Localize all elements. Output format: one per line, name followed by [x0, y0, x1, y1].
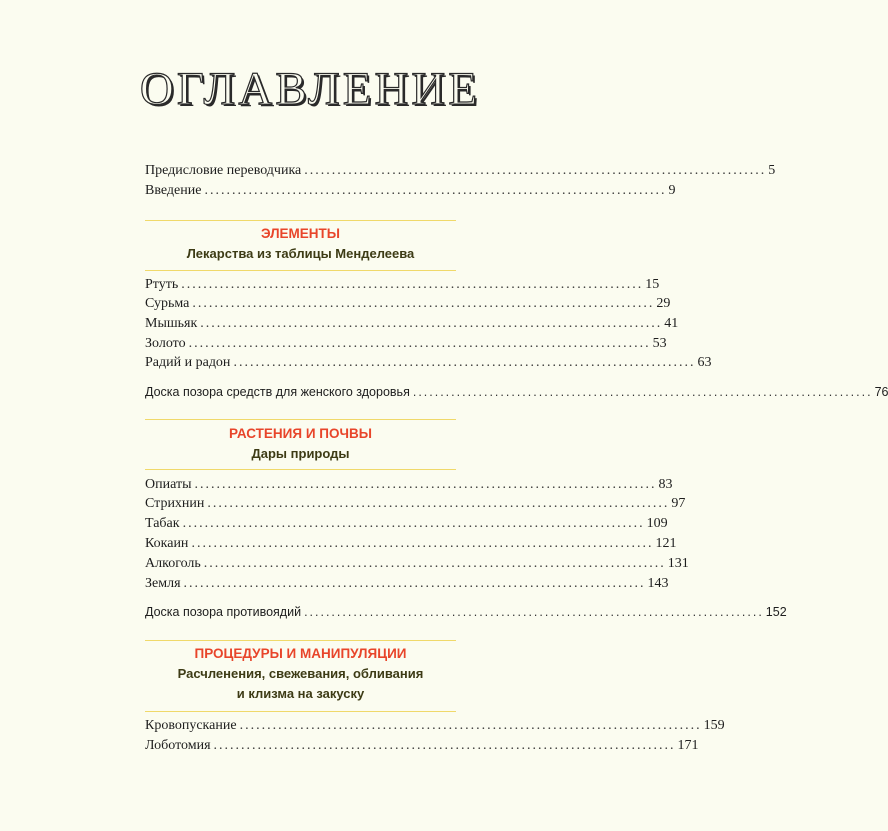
- entry-page: 63: [697, 355, 712, 370]
- section-divider: [145, 270, 456, 271]
- section-subtitle: и клизма на закуску: [236, 686, 365, 701]
- dot-leader: ....................................................................................: [233, 355, 696, 370]
- entry-page: 9: [668, 183, 676, 198]
- entry-label: Алкоголь: [145, 556, 201, 571]
- entry-page: 15: [645, 277, 660, 292]
- section-header-elements: [145, 224, 456, 264]
- entry-label: Опиаты: [145, 477, 192, 492]
- section-divider: [145, 711, 456, 712]
- toc-entry-preface[interactable]: [145, 161, 776, 181]
- toc-entry[interactable]: [145, 514, 668, 534]
- entry-label: Земля: [145, 576, 181, 591]
- dot-leader: ....................................................................................: [203, 556, 666, 571]
- toc-entry[interactable]: [145, 475, 673, 495]
- toc-entry[interactable]: [145, 275, 660, 295]
- section-heading: ПРОЦЕДУРЫ И МАНИПУЛЯЦИИ: [194, 646, 407, 661]
- entry-page: 41: [664, 316, 679, 331]
- dot-leader: ....................................................................................: [200, 316, 663, 331]
- entry-page: 121: [655, 536, 677, 551]
- dot-leader: ....................................................................................: [239, 718, 702, 733]
- section-subtitle: Расчленения, свежевания, обливания: [177, 666, 424, 681]
- dot-leader: ....................................................................................: [204, 183, 667, 198]
- toc-entry-board[interactable]: [145, 602, 787, 622]
- entry-label: Сурьма: [145, 296, 190, 311]
- entry-page: 131: [667, 556, 689, 571]
- entry-label: Доска позора средств для женского здоровья: [145, 385, 410, 399]
- dot-leader: ....................................................................................: [181, 277, 644, 292]
- entry-label: Радий и радон: [145, 355, 231, 370]
- section-divider: [145, 469, 456, 470]
- section-divider: [145, 220, 456, 221]
- toc-entry[interactable]: [145, 314, 679, 334]
- entry-page: 76: [874, 385, 888, 399]
- section-subtitle: Дары природы: [251, 446, 350, 461]
- entry-page: 152: [765, 605, 787, 619]
- dot-leader: ....................................................................................: [191, 536, 654, 551]
- dot-leader: ....................................................................................: [412, 385, 873, 399]
- toc-entry[interactable]: [145, 554, 689, 574]
- entry-label: Табак: [145, 516, 180, 531]
- entry-page: 143: [647, 576, 669, 591]
- toc-entry[interactable]: [145, 574, 669, 594]
- entry-label: Лоботомия: [145, 738, 211, 753]
- entry-label: Доска позора противоядий: [145, 605, 302, 619]
- entry-label: Введение: [145, 183, 202, 198]
- section-header-plants: [145, 424, 456, 464]
- entry-page: 97: [671, 496, 686, 511]
- dot-leader: ....................................................................................: [188, 336, 651, 351]
- toc-entry[interactable]: [145, 736, 699, 756]
- entry-page: 83: [658, 477, 673, 492]
- entry-label: Стрихнин: [145, 496, 205, 511]
- dot-leader: ....................................................................................: [213, 738, 676, 753]
- dot-leader: ....................................................................................: [182, 516, 645, 531]
- section-subtitle: Лекарства из таблицы Менделеева: [186, 246, 415, 261]
- entry-label: Кокаин: [145, 536, 189, 551]
- section-heading: ЭЛЕМЕНТЫ: [260, 226, 341, 241]
- entry-page: 29: [656, 296, 671, 311]
- section-divider: [145, 640, 456, 641]
- toc-entry[interactable]: [145, 534, 677, 554]
- toc-entry[interactable]: [145, 334, 667, 354]
- entry-page: 109: [646, 516, 668, 531]
- dot-leader: ....................................................................................: [183, 576, 646, 591]
- entry-page: 171: [677, 738, 699, 753]
- dot-leader: ....................................................................................: [192, 296, 655, 311]
- toc-entry[interactable]: [145, 716, 725, 736]
- entry-label: Мышьяк: [145, 316, 198, 331]
- dot-leader: ....................................................................................: [304, 605, 764, 619]
- section-header-procedures: [145, 644, 456, 704]
- dot-leader: ....................................................................................: [207, 496, 670, 511]
- entry-label: Золото: [145, 336, 186, 351]
- entry-page: 159: [703, 718, 725, 733]
- dot-leader: ....................................................................................: [304, 163, 767, 178]
- dot-leader: ....................................................................................: [194, 477, 657, 492]
- toc-entry[interactable]: [145, 294, 671, 314]
- section-heading: РАСТЕНИЯ И ПОЧВЫ: [229, 426, 372, 441]
- section-divider: [145, 419, 456, 420]
- toc-entry[interactable]: [145, 353, 712, 373]
- entry-page: 53: [652, 336, 667, 351]
- entry-label: Кровопускание: [145, 718, 237, 733]
- toc-entry[interactable]: [145, 494, 686, 514]
- entry-page: 5: [768, 163, 776, 178]
- toc-entry-introduction[interactable]: [145, 181, 676, 201]
- toc-entry-board[interactable]: [145, 382, 888, 402]
- entry-label: Предисловие переводчика: [145, 163, 302, 178]
- entry-label: Ртуть: [145, 277, 179, 292]
- page-title: ОГЛАВЛЕНИЕ: [139, 63, 481, 115]
